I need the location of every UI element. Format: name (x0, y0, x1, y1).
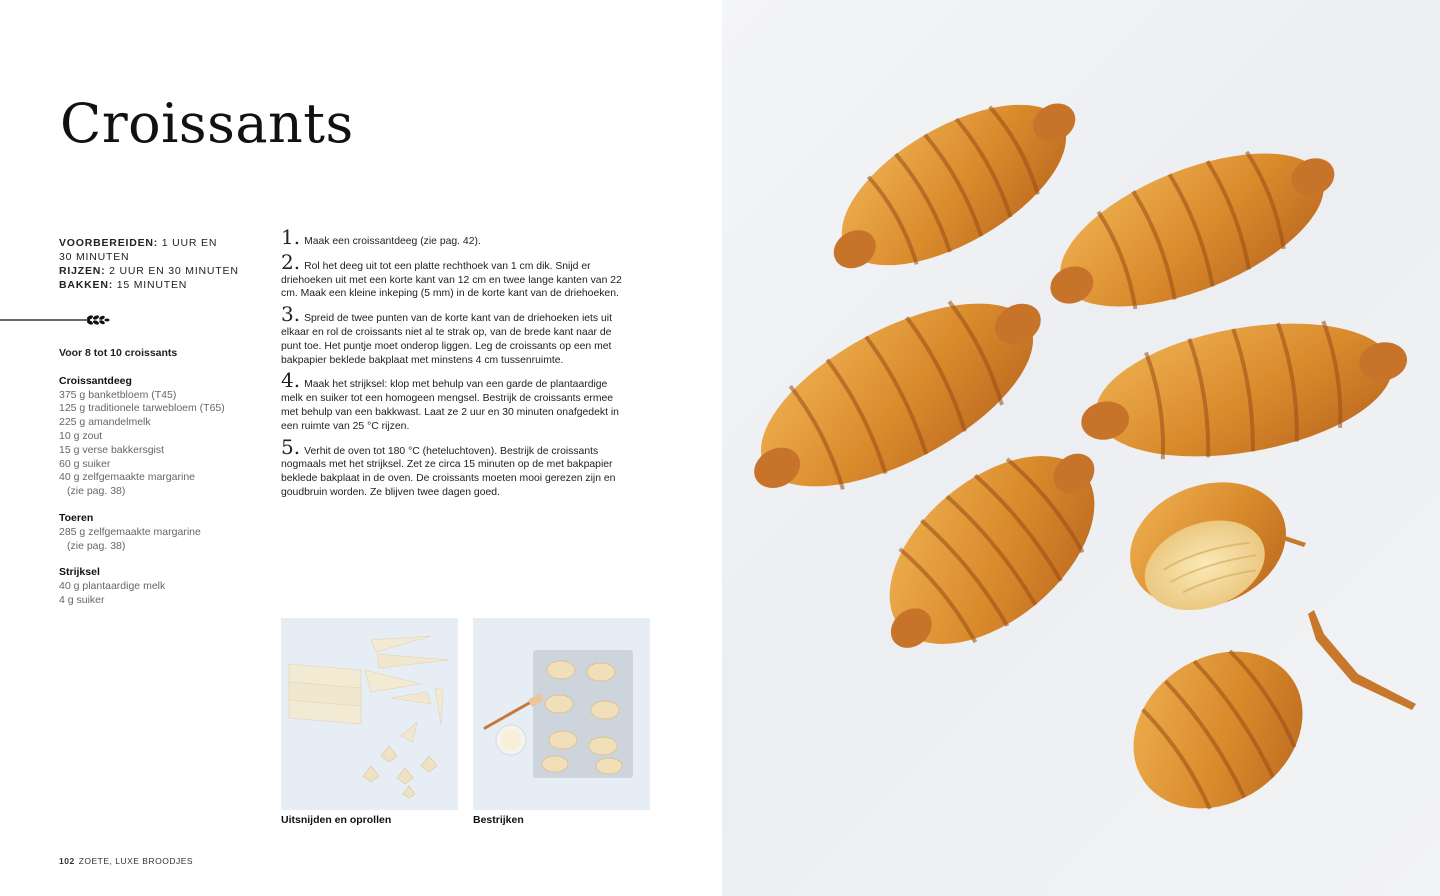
step-text: Spreid de twee punten van de korte kant van de driehoeken iets uit elkaar en rol de croissants niet al te strak op, van de brede kant naar de punt toe. Het puntje moet onderop liggen. Leg de croissants op een met bakpapier beklede bakplaat met minstens 4 cm tussenruimte. (281, 313, 612, 366)
step-photo-brushing (473, 618, 650, 810)
ingredient-item: 4 g suiker (59, 593, 105, 606)
croissant (804, 65, 1104, 305)
recipe-meta (59, 236, 239, 292)
ingredient-item: 40 g plantaardige melk (59, 580, 166, 593)
step (281, 368, 631, 433)
bake-time: BAKKEN: 15 MINUTEN (59, 279, 188, 291)
recipe-title: Croissants (60, 92, 354, 155)
ingredient-item: 285 g zelfgemaakte margarine (59, 525, 201, 538)
prep-time: VOORBEREIDEN: 1 UUR EN (59, 237, 218, 249)
ingredient-group (59, 566, 259, 607)
step-number: 4. (281, 368, 301, 393)
ingredient-group (59, 512, 259, 553)
croissant (1027, 117, 1358, 344)
wheat-divider-icon (0, 313, 110, 327)
ingredient-item: 40 g zelfgemaakte margarine (59, 471, 195, 484)
croissant (1103, 619, 1333, 840)
section-name: ZOETE, LUXE BROODJES (78, 856, 194, 866)
step (281, 225, 631, 249)
photo-caption-cutting: Uitsnijden en oprollen (281, 814, 392, 826)
step (281, 249, 631, 301)
ingredient-item: 375 g banketbloem (T45) (59, 388, 177, 401)
rise-time: RIJZEN: 2 UUR EN 30 MINUTEN (59, 265, 239, 277)
step-number: 3. (281, 302, 301, 327)
baking-tray-illustration (473, 618, 650, 810)
ingredient-item: 60 g suiker (59, 457, 111, 470)
step (281, 302, 631, 367)
step-number: 5. (281, 434, 301, 459)
prep-time-cont: 30 MINUTEN (59, 251, 130, 263)
ingredient-group-title: Croissantdeeg (59, 374, 132, 387)
croissant-cut (1112, 461, 1303, 628)
pastry-flakes (1280, 535, 1416, 710)
ingredient-item: 10 g zout (59, 429, 103, 442)
dough-triangles-illustration (281, 618, 458, 810)
ingredients-list (59, 347, 259, 621)
ingredient-group-title: Strijksel (59, 566, 100, 579)
step (281, 434, 631, 500)
ingredient-item: (zie pag. 38) (67, 539, 126, 552)
page-footer (59, 856, 193, 866)
ingredient-item: 225 g amandelmelk (59, 416, 151, 429)
step-number: 2. (281, 249, 301, 274)
step-photo-cutting (281, 618, 458, 810)
photo-caption-brushing: Bestrijken (473, 814, 524, 826)
ingredient-item: 15 g verse bakkersgist (59, 443, 165, 456)
serving-size: Voor 8 tot 10 croissants (59, 347, 178, 359)
ingredient-item: 125 g traditionele tarwebloem (T65) (59, 402, 225, 415)
croissant (1070, 300, 1418, 480)
step-text: Maak een croissantdeeg (zie pag. 42). (304, 236, 481, 247)
croissants-photo (722, 0, 1440, 896)
step-text: Maak het strijksel: klop met behulp van een garde de plantaardige melk en suiker tot een homogeen mengsel. Bestrijk de croissants ermee met behulp van een bakkwast. Laat ze 2 uur en 30 minuten onafgedekt in een ruimte van 25 °C rijzen. (281, 379, 619, 432)
step-number: 1. (281, 225, 301, 249)
step-text: Rol het deeg uit tot een platte rechthoek van 1 cm dik. Snijd er driehoeken uit met een korte kant van 12 cm en twee lange kanten van 22 cm. Maak een kleine inkeping (5 mm) in de korte kant van de driehoeken. (281, 260, 622, 300)
ingredient-item: (zie pag. 38) (67, 485, 126, 498)
croissants-illustration (722, 0, 1440, 896)
ingredient-group-title: Toeren (59, 511, 94, 524)
page-number: 102 (59, 856, 75, 866)
step-text: Verhit de oven tot 180 °C (heteluchtoven). Bestrijk de croissants nogmaals met het strijksel. Zet ze circa 15 minuten op de met bakpapier beklede bakplaat in de oven. De croissants moeten mooi gerezen zijn en goudbruin worden. Ze blijven twee dagen goed. (281, 445, 616, 498)
ingredient-group (59, 375, 259, 499)
method-steps (281, 225, 631, 506)
